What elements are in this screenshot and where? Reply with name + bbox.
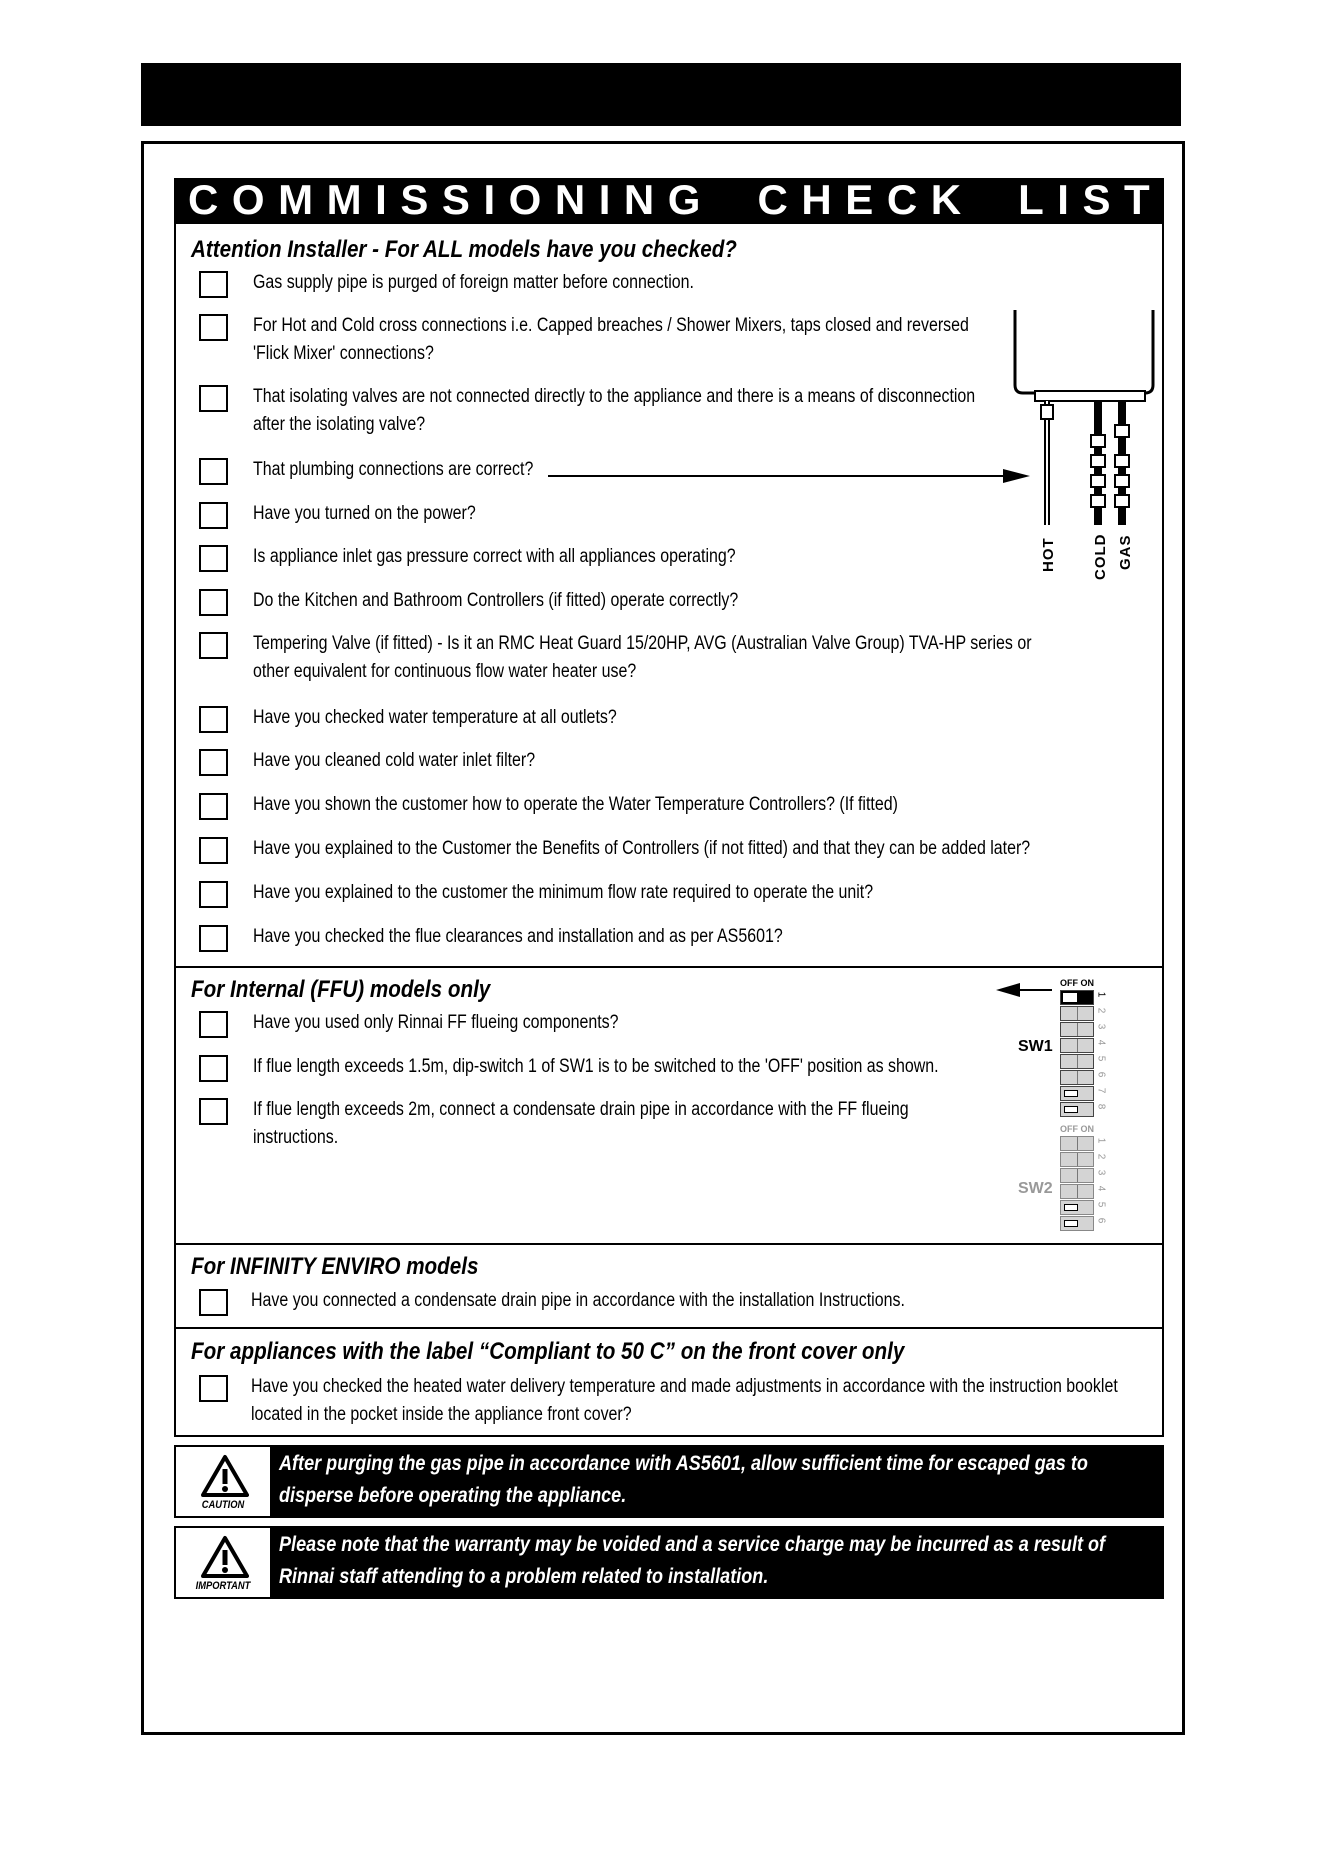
dip-switch-off-side — [1061, 991, 1079, 1004]
checkbox[interactable] — [199, 545, 228, 572]
dip-switch-off-side — [1061, 1007, 1078, 1020]
title-letter: T — [1124, 176, 1150, 223]
checklist-item-line: Have you turned on the power? — [253, 503, 476, 524]
checklist-item-text — [251, 1373, 1118, 1429]
dip-switch — [1060, 1038, 1094, 1053]
dip-switch — [1060, 1216, 1094, 1231]
dip-switch — [1060, 1070, 1094, 1085]
checklist-item-line: Have you explained to the customer the minimum flow rate required to operate the unit? — [253, 882, 874, 903]
sw2-off-on-label: OFF ON — [1060, 1124, 1094, 1134]
title-letter: G — [667, 176, 701, 223]
checklist-item-line: If flue length exceeds 2m, connect a condensate drain pipe in accordance with the FF flueing — [253, 1099, 909, 1120]
checklist-item-text — [253, 1009, 619, 1037]
dip-switch-on-side — [1078, 1185, 1094, 1198]
title-letter: E — [845, 176, 874, 223]
checkbox[interactable] — [199, 314, 228, 341]
dip-switch — [1060, 1200, 1094, 1215]
title-letter: I — [1057, 176, 1069, 223]
dip-switch-on-side — [1078, 1153, 1094, 1166]
warning-triangle-icon — [201, 1535, 249, 1579]
dip-switch — [1060, 1086, 1094, 1101]
checkbox[interactable] — [199, 271, 228, 298]
sw1-off-on-label: OFF ON — [1060, 978, 1094, 988]
dip-switch-number: 1 — [1095, 991, 1107, 998]
warning-icon-label: IMPORTANT — [195, 1580, 251, 1592]
checkbox[interactable] — [199, 837, 228, 864]
warning-icon-cell — [174, 1526, 272, 1599]
dip-switch-on-side — [1078, 1023, 1094, 1036]
checklist-item-text — [253, 835, 1030, 863]
dip-switch-on-side — [1078, 1169, 1094, 1182]
warning-line: Please note that the warranty may be voided and a service charge may be incurred as a result of — [279, 1533, 1106, 1556]
checkbox[interactable] — [199, 793, 228, 820]
dip-switch-number: 3 — [1095, 1023, 1107, 1030]
dip-switch — [1060, 1136, 1094, 1151]
checkbox[interactable] — [199, 385, 228, 412]
checkbox[interactable] — [199, 502, 228, 529]
dip-switch-off-side — [1064, 1220, 1078, 1227]
checkbox[interactable] — [199, 1098, 228, 1125]
dip-switch-number: 6 — [1095, 1071, 1107, 1078]
dip-switch-on-side — [1078, 1137, 1094, 1150]
dip-switch-off-side — [1064, 1204, 1078, 1211]
dip-switch-on-side — [1081, 1201, 1093, 1214]
checklist-item-line: located in the pocket inside the appliance front cover? — [251, 1404, 632, 1425]
dip-switch-off-side — [1061, 1055, 1078, 1068]
title-letter: C — [757, 176, 788, 223]
checkbox[interactable] — [199, 925, 228, 952]
sw2-label: SW2 — [1018, 1180, 1053, 1197]
dip-switch — [1060, 1054, 1094, 1069]
checklist-item-text — [251, 1287, 905, 1315]
title-letter: M — [278, 176, 314, 223]
title-letter: N — [623, 176, 655, 223]
dip-switch — [1060, 990, 1094, 1005]
title-letter: C — [188, 176, 219, 223]
warning-icon-label: CAUTION — [201, 1499, 245, 1511]
dip-switch-off-side — [1061, 1071, 1078, 1084]
dip-switch-on-side — [1078, 1055, 1094, 1068]
checklist-item-line: Do the Kitchen and Bathroom Controllers (if fitted) operate correctly? — [253, 590, 739, 611]
checklist-item-line: 'Flick Mixer' connections? — [253, 343, 434, 364]
checklist-item-text — [253, 791, 898, 819]
checkbox[interactable] — [199, 1375, 228, 1402]
checklist-item-line: Have you checked the heated water delivery temperature and made adjustments in accordance with the instruction booklet — [251, 1376, 1118, 1397]
plumbing-diagram — [1005, 305, 1165, 580]
checklist-item-line: Gas supply pipe is purged of foreign matter before connection. — [253, 272, 694, 293]
checklist-item-text — [253, 456, 533, 484]
checklist-item-line: If flue length exceeds 1.5m, dip-switch 1 of SW1 is to be switched to the 'OFF' position as shown. — [253, 1056, 939, 1077]
dip-switch-number: 3 — [1095, 1169, 1107, 1176]
checklist-item-text — [253, 269, 694, 297]
checklist-item-text — [253, 543, 736, 571]
title-letter: H — [801, 176, 832, 223]
dip-switch-number: 5 — [1095, 1055, 1107, 1062]
checklist-item-text — [253, 1096, 909, 1152]
checklist-item-line: That plumbing connections are correct? — [253, 459, 534, 480]
checklist-item-text — [253, 383, 975, 439]
dip-switch — [1060, 1022, 1094, 1037]
dip-switch-on-side — [1078, 1007, 1094, 1020]
warning-line: After purging the gas pipe in accordance with AS5601, allow sufficient time for escaped gas to — [279, 1452, 1088, 1475]
checklist-item-line: Have you used only Rinnai FF flueing components? — [253, 1012, 619, 1033]
checklist-item-text — [253, 500, 476, 528]
dip-switch-on-side — [1081, 1103, 1093, 1116]
checkbox[interactable] — [199, 749, 228, 776]
checklist-item-line: Tempering Valve (if fitted) - Is it an RMC Heat Guard 15/20HP, AVG (Australian Valve Group) TVA-HP series or — [253, 633, 1032, 654]
checklist-item-text — [253, 587, 738, 615]
dip-switch-on-side — [1078, 1039, 1094, 1052]
title-letter: S — [400, 176, 429, 223]
dip-switch — [1060, 1168, 1094, 1183]
cold-pipe — [1091, 401, 1105, 525]
dip-switch-off-side — [1061, 1169, 1078, 1182]
dip-switch-number: 2 — [1095, 1153, 1107, 1160]
checklist-item-text — [253, 630, 1032, 686]
arrow-right-icon — [548, 466, 1030, 486]
checkbox[interactable] — [199, 1289, 228, 1316]
warning-triangle-icon — [201, 1454, 249, 1498]
dip-switch-on-side — [1079, 991, 1093, 1004]
checklist-item-line: Have you checked the flue clearances and installation and as per AS5601? — [253, 926, 783, 947]
checkbox[interactable] — [199, 1055, 228, 1082]
dip-switch-off-side — [1064, 1090, 1078, 1097]
checklist-item-line: Have you cleaned cold water inlet filter? — [253, 750, 536, 771]
checklist-item-line: Have you shown the customer how to operate the Water Temperature Controllers? (If fitted) — [253, 794, 898, 815]
dip-switch — [1060, 1102, 1094, 1117]
dip-switch-number: 6 — [1095, 1217, 1107, 1224]
checklist-item-line: Have you connected a condensate drain pipe in accordance with the installation Instructions. — [251, 1290, 905, 1311]
sw1-label: SW1 — [1018, 1038, 1053, 1055]
dip-switch-number: 4 — [1095, 1185, 1107, 1192]
checkbox[interactable] — [199, 458, 228, 485]
checkbox[interactable] — [199, 632, 228, 659]
section-heading-internal-ffu: For Internal (FFU) models only — [191, 976, 491, 1003]
title-letter: I — [375, 176, 387, 223]
title-letter: M — [326, 176, 362, 223]
checklist-item-line: after the isolating valve? — [253, 414, 426, 435]
dip-switch-number: 8 — [1095, 1103, 1107, 1110]
gas-pipe — [1115, 401, 1129, 525]
title-letter: S — [441, 176, 470, 223]
checklist-item-line: Is appliance inlet gas pressure correct with all appliances operating? — [253, 546, 736, 567]
checklist-item-line: For Hot and Cold cross connections i.e. Capped breaches / Shower Mixers, taps closed and reversed — [253, 315, 969, 336]
dip-switch — [1060, 1184, 1094, 1199]
title-letter: S — [1082, 176, 1111, 223]
cold-label: COLD — [1092, 533, 1109, 580]
checklist-item-line: Have you checked water temperature at all outlets? — [253, 707, 617, 728]
title-letter: O — [231, 176, 265, 223]
checklist-item-text — [253, 879, 873, 907]
title-letter: N — [554, 176, 586, 223]
title-letter: I — [483, 176, 496, 223]
dip-switch-number: 1 — [1095, 1137, 1107, 1144]
checklist-item-text — [253, 747, 535, 775]
arrow-left-icon — [996, 982, 1052, 998]
dip-switch-off-side — [1061, 1153, 1078, 1166]
dip-switch-off-side — [1061, 1185, 1078, 1198]
checklist-item-line: That isolating valves are not connected directly to the appliance and there is a means of disconnection — [253, 386, 976, 407]
dip-switch-number: 7 — [1095, 1087, 1107, 1094]
dip-switch-on-side — [1081, 1217, 1093, 1230]
dip-switch-off-side — [1061, 1039, 1078, 1052]
warning-icon-cell — [174, 1445, 272, 1518]
dip-switch-off-side — [1064, 1106, 1078, 1113]
title-letter: I — [598, 176, 611, 223]
checkbox[interactable] — [199, 1011, 228, 1038]
warning-text — [279, 1529, 1147, 1593]
checklist-item-text — [253, 923, 783, 951]
title-letter: K — [930, 176, 962, 223]
checkbox[interactable] — [199, 706, 228, 733]
gas-label: GAS — [1117, 534, 1134, 570]
checklist-title — [174, 178, 1164, 222]
warning-line: Rinnai staff attending to a problem related to installation. — [279, 1565, 769, 1588]
checklist-item-line: Have you explained to the Customer the Benefits of Controllers (if not fitted) and that they can be added later? — [253, 838, 1031, 859]
section-heading-all-models: Attention Installer - For ALL models have you checked? — [191, 236, 737, 263]
checklist-item-text — [253, 1053, 939, 1081]
warning-line: disperse before operating the appliance. — [279, 1484, 627, 1507]
title-letter: C — [886, 176, 918, 223]
hot-label: HOT — [1040, 537, 1057, 572]
dip-switch — [1060, 1006, 1094, 1021]
dip-switch-off-side — [1061, 1023, 1078, 1036]
warning-text — [279, 1448, 1147, 1512]
checklist-item-line: instructions. — [253, 1127, 339, 1148]
dip-switch-on-side — [1081, 1087, 1093, 1100]
checkbox[interactable] — [199, 881, 228, 908]
checklist-item-line: other equivalent for continuous flow water heater use? — [253, 661, 637, 682]
dip-switch-number: 2 — [1095, 1007, 1107, 1014]
dip-switch-off-side — [1061, 1137, 1078, 1150]
header-bar — [141, 63, 1181, 126]
dip-switch-number: 5 — [1095, 1201, 1107, 1208]
title-letter: L — [1018, 176, 1044, 223]
section-heading-compliant-50c: For appliances with the label “Compliant to 50 C” on the front cover only — [191, 1338, 905, 1365]
dip-switch-on-side — [1078, 1071, 1094, 1084]
dip-switch — [1060, 1152, 1094, 1167]
checklist-item-text — [253, 704, 617, 732]
section-heading-infinity-enviro: For INFINITY ENVIRO models — [191, 1253, 479, 1280]
title-letter: O — [508, 176, 542, 223]
checklist-item-text — [253, 312, 969, 368]
dip-switch-number: 4 — [1095, 1039, 1107, 1046]
checkbox[interactable] — [199, 589, 228, 616]
